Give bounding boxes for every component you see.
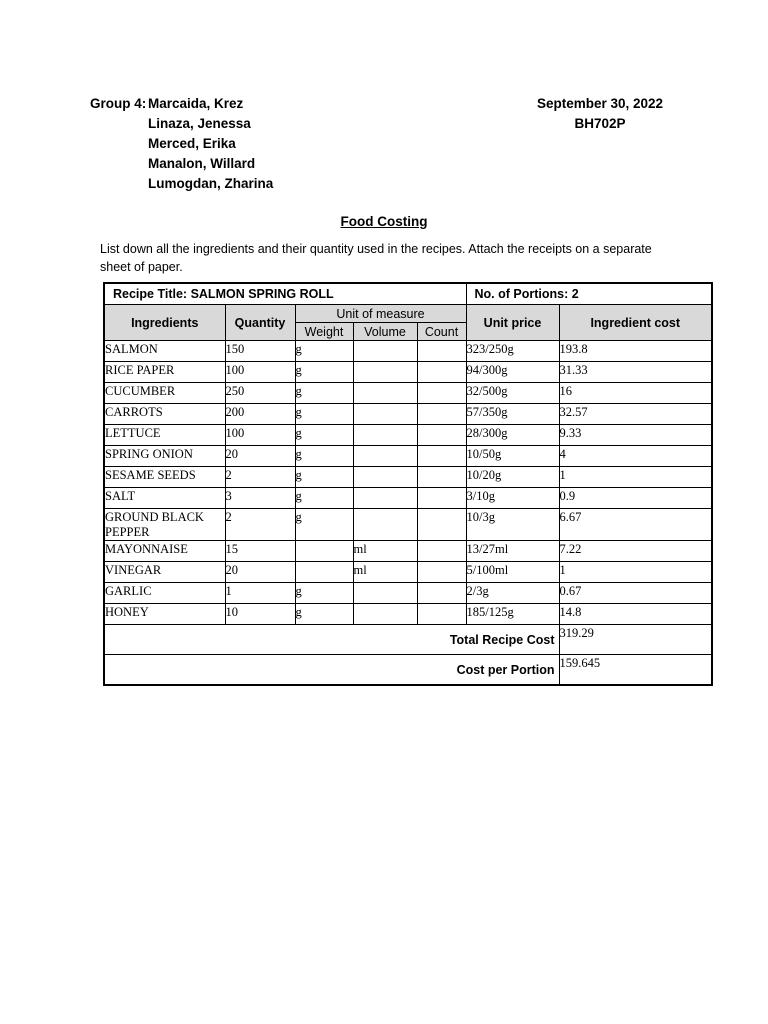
table-row [104,383,712,404]
unit-price-cell: 323/250g [466,341,559,362]
ingredient-cell: VINEGAR [104,562,225,583]
weight-cell: g [295,341,353,362]
count-cell [417,383,466,404]
volume-cell [353,446,417,467]
ingredient-cost-cell: 4 [559,446,712,467]
table-row [104,604,712,625]
ingredient-cost-cell: 1 [559,467,712,488]
count-cell [417,341,466,362]
count-cell [417,467,466,488]
quantity-cell: 100 [225,362,295,383]
weight-cell: g [295,488,353,509]
costing-table [103,282,713,686]
ingredient-rows [104,341,712,625]
recipe-title: Recipe Title: SALMON SPRING ROLL [104,283,466,305]
unit-price-cell: 2/3g [466,583,559,604]
ingredient-cell: HONEY [104,604,225,625]
unit-price-cell: 5/100ml [466,562,559,583]
ingredient-cell: GARLIC [104,583,225,604]
table-row [104,583,712,604]
quantity-cell: 200 [225,404,295,425]
volume-cell [353,341,417,362]
count-cell [417,562,466,583]
total-recipe-cost-value: 319.29 [559,625,712,655]
ingredient-cost-cell: 193.8 [559,341,712,362]
ingredient-cost-cell: 9.33 [559,425,712,446]
count-cell [417,488,466,509]
table-row [104,425,712,446]
member-name: Merced, Erika [148,136,236,151]
table-row [104,488,712,509]
group-members [90,94,273,194]
unit-price-cell: 185/125g [466,604,559,625]
weight-cell: g [295,383,353,404]
ingredient-cost-cell: 14.8 [559,604,712,625]
volume-cell [353,583,417,604]
header-volume: Volume [353,323,417,341]
document-title: Food Costing [340,214,428,229]
ingredient-cell: GROUND BLACK PEPPER [104,509,225,541]
weight-cell [295,562,353,583]
weight-cell: g [295,604,353,625]
quantity-cell: 2 [225,467,295,488]
table-row [104,362,712,383]
table-row [104,541,712,562]
unit-price-cell: 10/20g [466,467,559,488]
count-cell [417,509,466,541]
ingredient-cost-cell: 31.33 [559,362,712,383]
member-name: Linaza, Jenessa [148,116,251,131]
quantity-cell: 250 [225,383,295,404]
header-unit-price: Unit price [466,305,559,341]
table-row [104,467,712,488]
cost-per-portion-value: 159.645 [559,655,712,686]
volume-cell [353,467,417,488]
table-row [104,509,712,541]
header-quantity: Quantity [225,305,295,341]
weight-cell: g [295,362,353,383]
costing-table-wrapper [103,282,713,686]
header-ingredient-cost: Ingredient cost [559,305,712,341]
unit-price-cell: 10/3g [466,509,559,541]
count-cell [417,604,466,625]
ingredient-cost-cell: 6.67 [559,509,712,541]
unit-price-cell: 32/500g [466,383,559,404]
volume-cell [353,383,417,404]
weight-cell: g [295,404,353,425]
member-name: Marcaida, Krez [148,96,244,111]
unit-price-cell: 13/27ml [466,541,559,562]
weight-cell: g [295,509,353,541]
ingredient-cell: MAYONNAISE [104,541,225,562]
quantity-cell: 150 [225,341,295,362]
quantity-cell: 2 [225,509,295,541]
count-cell [417,404,466,425]
ingredient-cost-cell: 0.9 [559,488,712,509]
volume-cell [353,488,417,509]
ingredient-cell: LETTUCE [104,425,225,446]
table-row [104,446,712,467]
header-weight: Weight [295,323,353,341]
instructions: List down all the ingredients and their quantity used in the recipes. Attach the receipts on a separate sheet of paper. [100,242,652,274]
quantity-cell: 20 [225,446,295,467]
weight-cell: g [295,583,353,604]
unit-price-cell: 57/350g [466,404,559,425]
volume-cell: ml [353,562,417,583]
weight-cell [295,541,353,562]
member-name: Manalon, Willard [148,156,256,171]
count-cell [417,425,466,446]
section-code: BH702P [574,116,626,131]
ingredient-cell: SALT [104,488,225,509]
ingredient-cell: SESAME SEEDS [104,467,225,488]
volume-cell: ml [353,541,417,562]
weight-cell: g [295,467,353,488]
portions-count: No. of Portions: 2 [466,283,712,305]
quantity-cell: 15 [225,541,295,562]
count-cell [417,446,466,467]
quantity-cell: 100 [225,425,295,446]
count-cell [417,362,466,383]
count-cell [417,541,466,562]
volume-cell [353,404,417,425]
volume-cell [353,425,417,446]
group-label: Group 4: [90,96,147,111]
unit-price-cell: 10/50g [466,446,559,467]
count-cell [417,583,466,604]
ingredient-cell: CUCUMBER [104,383,225,404]
weight-cell: g [295,446,353,467]
header-unit-of-measure: Unit of measure [295,305,466,323]
quantity-cell: 1 [225,583,295,604]
ingredient-cost-cell: 16 [559,383,712,404]
quantity-cell: 10 [225,604,295,625]
unit-price-cell: 28/300g [466,425,559,446]
weight-cell: g [295,425,353,446]
ingredient-cell: SALMON [104,341,225,362]
date-section [520,94,680,134]
quantity-cell: 3 [225,488,295,509]
ingredient-cost-cell: 1 [559,562,712,583]
table-row [104,562,712,583]
ingredient-cell: CARROTS [104,404,225,425]
unit-price-cell: 94/300g [466,362,559,383]
volume-cell [353,362,417,383]
table-row [104,341,712,362]
header-count: Count [417,323,466,341]
ingredient-cost-cell: 32.57 [559,404,712,425]
table-row [104,404,712,425]
header-ingredients: Ingredients [104,305,225,341]
quantity-cell: 20 [225,562,295,583]
ingredient-cell: SPRING ONION [104,446,225,467]
member-name: Lumogdan, Zharina [148,176,274,191]
document-date: September 30, 2022 [536,96,664,111]
volume-cell [353,509,417,541]
unit-price-cell: 3/10g [466,488,559,509]
ingredient-cost-cell: 7.22 [559,541,712,562]
ingredient-cost-cell: 0.67 [559,583,712,604]
cost-per-portion-label: Cost per Portion [104,655,559,686]
ingredient-cell: RICE PAPER [104,362,225,383]
total-recipe-cost-label: Total Recipe Cost [104,625,559,655]
volume-cell [353,604,417,625]
